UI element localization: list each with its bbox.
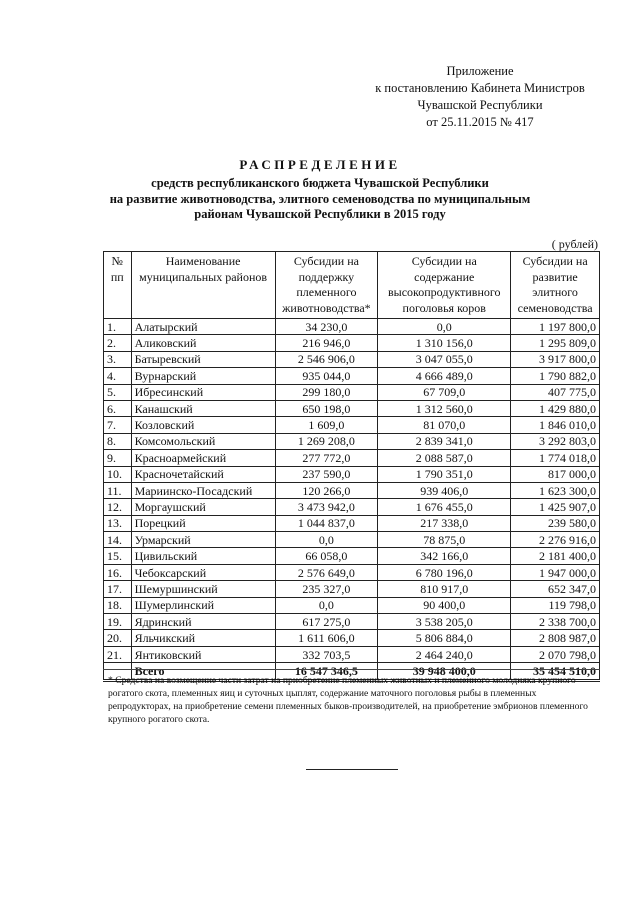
cell-number: 12.: [104, 499, 132, 515]
cell-seed-subsidy: 3 292 803,0: [511, 433, 600, 449]
cell-district: Чебоксарский: [131, 564, 275, 580]
cell-district: Алатырский: [131, 319, 275, 335]
cell-seed-subsidy: 1 846 010,0: [511, 417, 600, 433]
cell-breeding-subsidy: 1 269 208,0: [275, 433, 378, 449]
cell-district: Шемуршинский: [131, 581, 275, 597]
cell-breeding-subsidy: 66 058,0: [275, 548, 378, 564]
cell-breeding-subsidy: 617 275,0: [275, 614, 378, 630]
cell-number: 13.: [104, 515, 132, 531]
total-cell-district: Всего: [131, 663, 275, 680]
cell-seed-subsidy: 2 338 700,0: [511, 614, 600, 630]
table-row: [104, 368, 600, 384]
cell-number: 5.: [104, 384, 132, 400]
table-row: [104, 581, 600, 597]
table-row: [104, 548, 600, 564]
subtitle-line-2: на развитие животноводства, элитного семеноводства по муниципальным: [109, 191, 531, 206]
cell-number: 14.: [104, 532, 132, 548]
cell-seed-subsidy: 1 425 907,0: [511, 499, 600, 515]
cell-district: Урмарский: [131, 532, 275, 548]
cell-district: Козловский: [131, 417, 275, 433]
cell-seed-subsidy: 2 276 916,0: [511, 532, 600, 548]
footnote-divider: [103, 669, 600, 670]
document-subtitle: [60, 176, 580, 223]
cell-cows-subsidy: 2 839 341,0: [378, 433, 511, 449]
unit-label: ( рублей): [551, 237, 598, 251]
cell-number: 19.: [104, 614, 132, 630]
cell-district: Порецкий: [131, 515, 275, 531]
cell-number: 16.: [104, 564, 132, 580]
cell-number: 7.: [104, 417, 132, 433]
appendix-decree: к постановлению Кабинета Министров: [375, 81, 585, 95]
cell-breeding-subsidy: 237 590,0: [275, 466, 378, 482]
cell-breeding-subsidy: 1 044 837,0: [275, 515, 378, 531]
cell-number: 18.: [104, 597, 132, 613]
cell-cows-subsidy: 1 676 455,0: [378, 499, 511, 515]
cell-cows-subsidy: 939 406,0: [378, 482, 511, 498]
cell-cows-subsidy: 5 806 884,0: [378, 630, 511, 646]
cell-breeding-subsidy: 2 576 649,0: [275, 564, 378, 580]
cell-number: 11.: [104, 482, 132, 498]
cell-district: Красноармейский: [131, 450, 275, 466]
cell-seed-subsidy: 3 917 800,0: [511, 351, 600, 367]
cell-seed-subsidy: 2 181 400,0: [511, 548, 600, 564]
cell-cows-subsidy: 0,0: [378, 319, 511, 335]
cell-breeding-subsidy: 120 266,0: [275, 482, 378, 498]
total-cell-cows-subsidy: 39 948 400,0: [378, 663, 511, 680]
cell-seed-subsidy: 1 774 018,0: [511, 450, 600, 466]
end-line: [306, 769, 398, 770]
cell-seed-subsidy: 239 580,0: [511, 515, 600, 531]
cell-cows-subsidy: 2 088 587,0: [378, 450, 511, 466]
cell-cows-subsidy: 1 310 156,0: [378, 335, 511, 351]
table-row: [104, 564, 600, 580]
cell-district: Аликовский: [131, 335, 275, 351]
header-breeding-subsidy: Субсидии на поддержку племенного животноводства*: [275, 252, 378, 319]
cell-district: Ибресинский: [131, 384, 275, 400]
table-row: [104, 417, 600, 433]
cell-district: Янтиковский: [131, 646, 275, 662]
cell-number: 20.: [104, 630, 132, 646]
table-row: [104, 597, 600, 613]
cell-number: 1.: [104, 319, 132, 335]
cell-breeding-subsidy: 216 946,0: [275, 335, 378, 351]
cell-cows-subsidy: 3 047 055,0: [378, 351, 511, 367]
cell-district: Комсомольский: [131, 433, 275, 449]
table-row: [104, 630, 600, 646]
distribution-table: [103, 251, 600, 682]
cell-cows-subsidy: 6 780 196,0: [378, 564, 511, 580]
cell-cows-subsidy: 90 400,0: [378, 597, 511, 613]
cell-number: 2.: [104, 335, 132, 351]
cell-breeding-subsidy: 0,0: [275, 532, 378, 548]
table-row: [104, 614, 600, 630]
cell-seed-subsidy: 1 947 000,0: [511, 564, 600, 580]
cell-seed-subsidy: 1 295 809,0: [511, 335, 600, 351]
table-header-row: [104, 252, 600, 319]
cell-breeding-subsidy: 3 473 942,0: [275, 499, 378, 515]
cell-breeding-subsidy: 235 327,0: [275, 581, 378, 597]
table-row: [104, 319, 600, 335]
cell-breeding-subsidy: 0,0: [275, 597, 378, 613]
cell-breeding-subsidy: 332 703,5: [275, 646, 378, 662]
cell-district: Мариинско-Посадский: [131, 482, 275, 498]
table-row: [104, 433, 600, 449]
cell-district: Канашский: [131, 400, 275, 416]
cell-cows-subsidy: 4 666 489,0: [378, 368, 511, 384]
table-row: [104, 335, 600, 351]
cell-district: Батыревский: [131, 351, 275, 367]
cell-number: 10.: [104, 466, 132, 482]
subtitle-line-1: средств республиканского бюджета Чувашской Республики: [151, 176, 489, 190]
cell-district: Яльчикский: [131, 630, 275, 646]
cell-number: 8.: [104, 433, 132, 449]
cell-breeding-subsidy: 2 546 906,0: [275, 351, 378, 367]
cell-seed-subsidy: 119 798,0: [511, 597, 600, 613]
cell-district: Вурнарский: [131, 368, 275, 384]
cell-seed-subsidy: 1 623 300,0: [511, 482, 600, 498]
subtitle-line-3: районам Чувашской Республики в 2015 году: [194, 207, 446, 221]
cell-district: Красночетайский: [131, 466, 275, 482]
table-row: [104, 384, 600, 400]
table-row: [104, 515, 600, 531]
cell-seed-subsidy: 1 790 882,0: [511, 368, 600, 384]
cell-district: Шумерлинский: [131, 597, 275, 613]
table-row: [104, 450, 600, 466]
cell-cows-subsidy: 81 070,0: [378, 417, 511, 433]
cell-seed-subsidy: 407 775,0: [511, 384, 600, 400]
cell-district: Моргаушский: [131, 499, 275, 515]
cell-district: Ядринский: [131, 614, 275, 630]
cell-cows-subsidy: 3 538 205,0: [378, 614, 511, 630]
cell-cows-subsidy: 78 875,0: [378, 532, 511, 548]
cell-number: 9.: [104, 450, 132, 466]
cell-cows-subsidy: 1 312 560,0: [378, 400, 511, 416]
cell-district: Цивильский: [131, 548, 275, 564]
table-row: [104, 400, 600, 416]
cell-breeding-subsidy: 650 198,0: [275, 400, 378, 416]
cell-number: 21.: [104, 646, 132, 662]
cell-number: 15.: [104, 548, 132, 564]
cell-seed-subsidy: 652 347,0: [511, 581, 600, 597]
document-title: РАСПРЕДЕЛЕНИЕ: [239, 157, 401, 172]
cell-cows-subsidy: 1 790 351,0: [378, 466, 511, 482]
table-row: [104, 532, 600, 548]
cell-cows-subsidy: 342 166,0: [378, 548, 511, 564]
total-cell-seed-subsidy: 35 454 510,0: [511, 663, 600, 680]
cell-breeding-subsidy: 34 230,0: [275, 319, 378, 335]
cell-seed-subsidy: 817 000,0: [511, 466, 600, 482]
appendix-header: [350, 63, 610, 131]
table-row: [104, 466, 600, 482]
table-row: [104, 351, 600, 367]
cell-seed-subsidy: 2 808 987,0: [511, 630, 600, 646]
cell-number: 6.: [104, 400, 132, 416]
cell-seed-subsidy: 2 070 798,0: [511, 646, 600, 662]
appendix-republic: Чувашской Республики: [417, 98, 543, 112]
cell-seed-subsidy: 1 197 800,0: [511, 319, 600, 335]
footnote: * Средства на возмещение части затрат на приобретение племенных животных и племенного молодняка крупного рогатого скота, племенных яиц и суточных цыплят, содержание маточного поголовья рыбы в племенных репродукторах, на приобретение семени племенных быков-производителей, на приобретение эмбрионов племенного крупного рогатого скота.: [108, 675, 588, 725]
cell-number: 3.: [104, 351, 132, 367]
table-row: [104, 646, 600, 662]
appendix-label: Приложение: [446, 64, 514, 78]
cell-cows-subsidy: 67 709,0: [378, 384, 511, 400]
appendix-date-number: от 25.11.2015 № 417: [426, 115, 534, 129]
header-seed-subsidy: Субсидии на развитие элитного семеноводства: [511, 252, 600, 319]
cell-breeding-subsidy: 935 044,0: [275, 368, 378, 384]
cell-breeding-subsidy: 299 180,0: [275, 384, 378, 400]
header-cows-subsidy: Субсидии на содержание высокопродуктивного поголовья коров: [378, 252, 511, 319]
header-number: № пп: [104, 252, 132, 319]
cell-number: 4.: [104, 368, 132, 384]
table-row: [104, 482, 600, 498]
cell-breeding-subsidy: 1 609,0: [275, 417, 378, 433]
cell-cows-subsidy: 217 338,0: [378, 515, 511, 531]
cell-breeding-subsidy: 277 772,0: [275, 450, 378, 466]
cell-cows-subsidy: 810 917,0: [378, 581, 511, 597]
cell-breeding-subsidy: 1 611 606,0: [275, 630, 378, 646]
cell-cows-subsidy: 2 464 240,0: [378, 646, 511, 662]
table-row: [104, 499, 600, 515]
table-body: [104, 319, 600, 681]
cell-number: 17.: [104, 581, 132, 597]
header-district: Наименование муниципальных районов: [131, 252, 275, 319]
cell-seed-subsidy: 1 429 880,0: [511, 400, 600, 416]
total-cell-breeding-subsidy: 16 547 346,5: [275, 663, 378, 680]
